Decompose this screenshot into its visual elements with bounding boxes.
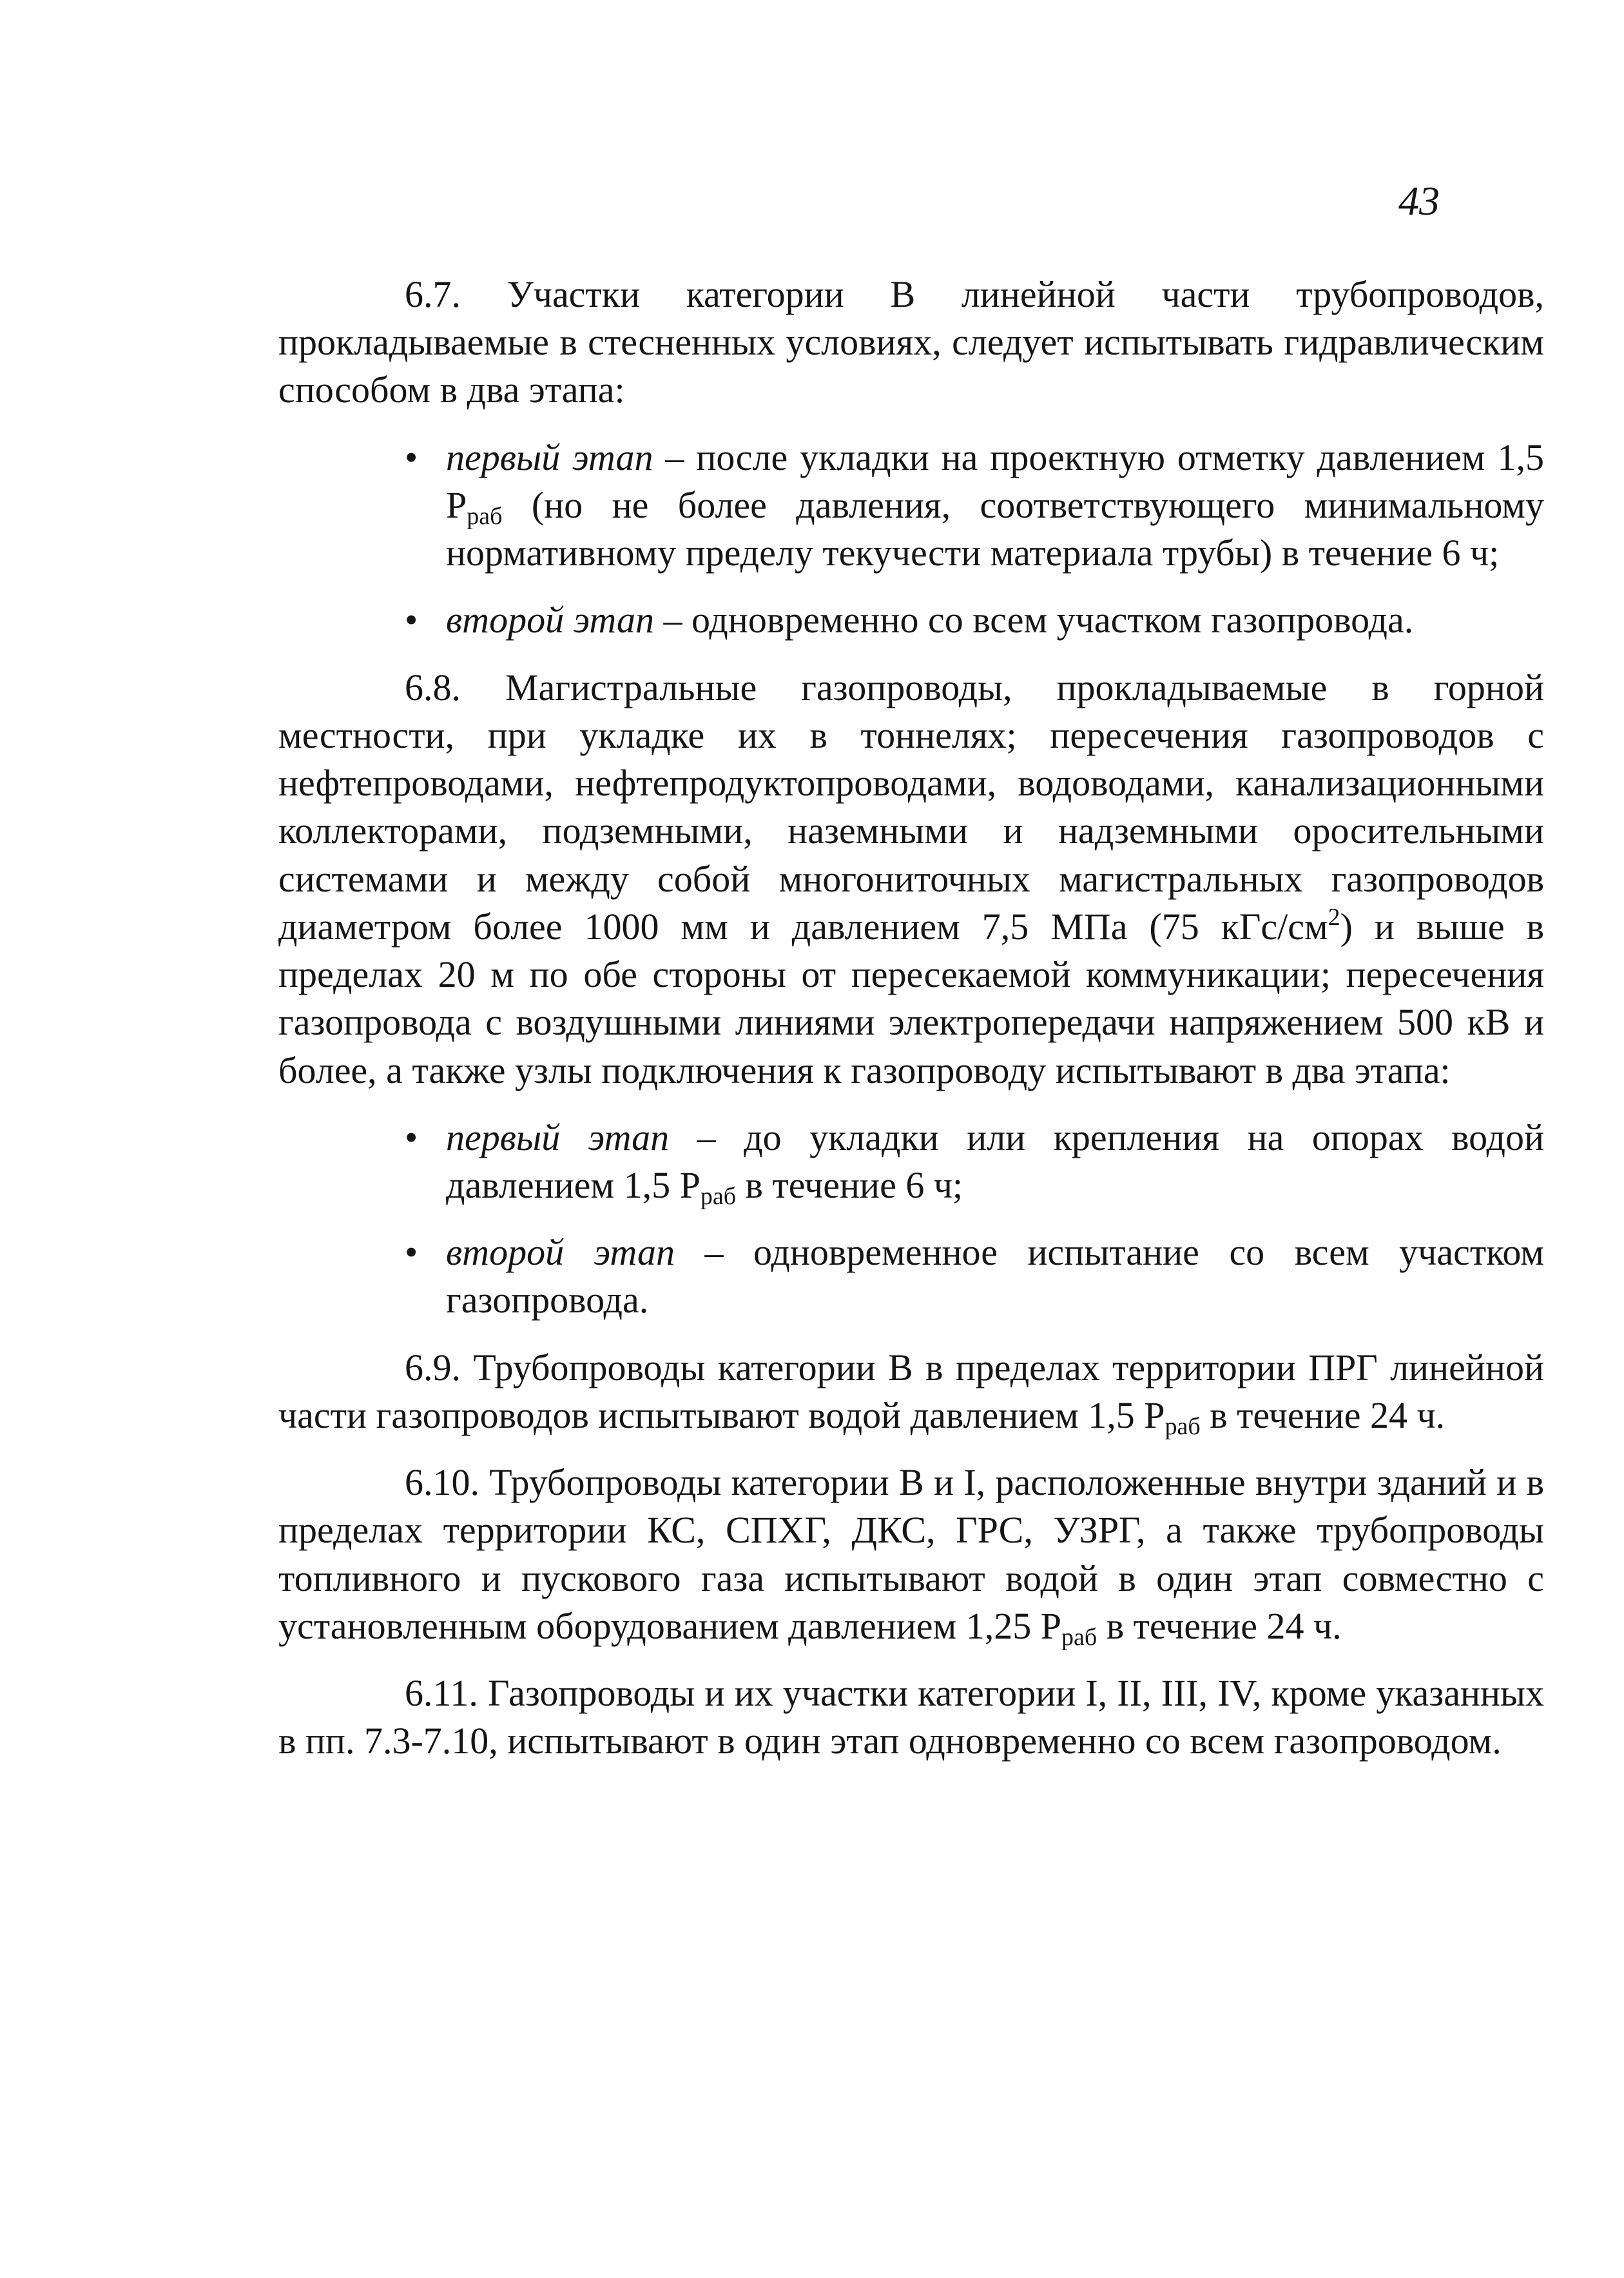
paragraph-6-8 [278,664,1544,1095]
paragraph-6-11-text: 6.11. Газопроводы и их участки категории I, II, III, IV, кроме указанных в пп. 7.3-7.10, испытывают в один этап одновременно со всем газопроводом. [278,1672,1544,1762]
paragraph-6-10-text: 6.10. Трубопроводы категории В и I, расположенные внутри зданий и в пределах территории КС, СПХГ, ДКС, ГРС, УЗРГ, а также трубопроводы топливного и пускового газа испытывают водой в один этап совместно с установленным оборудованием давлением 1,25 P [278,1461,1544,1647]
list-item [278,596,1544,644]
paragraph-6-11 [278,1670,1544,1765]
paragraph-6-10 [278,1459,1544,1650]
paragraph-6-9 [278,1344,1544,1439]
bullet-icon: • [405,436,418,478]
stage-text-continued: (но не более давления, соответствующего минимальному нормативному пределу текучести материала трубы) в течение 6 ч; [446,483,1544,574]
paragraph-6-9-text: 6.9. Трубопроводы категории В в пределах территории ПРГ линейной части газопроводов испытывают водой давлением 1,5 P [278,1346,1544,1436]
paragraph-6-10-text-continued: в течение 24 ч. [1097,1604,1342,1647]
paragraph-6-8-list [278,1114,1544,1325]
subscript-rab: раб [700,1182,737,1210]
paragraph-6-9-text-continued: в течение 24 ч. [1200,1394,1445,1436]
bullet-icon: • [405,1231,418,1274]
superscript-2: 2 [1328,903,1340,931]
page-number: 43 [1398,178,1440,224]
paragraph-6-8-text-continued: ) и выше в пределах 20 м по обе стороны от пересекаемой коммуникации; пересечения газопровода с воздушными линиями электропередачи напряжением 500 кВ и более, а также узлы подключения к газопроводу испытывают в два этапа: [278,905,1544,1091]
subscript-rab: раб [1165,1412,1201,1440]
stage-text: – одновременно со всем участком газопровода. [653,599,1414,641]
paragraph-6-7-text: 6.7. Участки категории В линейной части трубопроводов, прокладываемые в стесненных условиях, следует испытывать гидравлическим способом в два этапа: [278,273,1544,411]
bullet-icon: • [405,1116,418,1158]
list-item [278,1114,1544,1209]
stage-term: первый этап [446,436,653,478]
paragraph-6-7-list [278,434,1544,645]
stage-text: – до укладки или крепления на опорах водой давлением 1,5 P [446,1116,1544,1206]
stage-text: – после укладки на проектную отметку давлением 1,5 P [446,436,1544,526]
list-item [278,1229,1544,1324]
subscript-rab: раб [467,502,503,530]
stage-term: первый этап [446,1116,670,1158]
stage-term: второй этап [446,1231,675,1274]
page-content [278,271,1544,1766]
stage-text: – одновременное испытание со всем участком газопровода. [446,1231,1544,1321]
stage-term: второй этап [446,599,654,641]
subscript-rab: раб [1061,1623,1097,1651]
stage-text-continued: в течение 6 ч; [736,1163,963,1206]
paragraph-6-8-text: 6.8. Магистральные газопроводы, прокладываемые в горной местности, при укладке их в тоннелях; пересечения газопроводов с нефтепроводами, нефтепродуктопроводами, водоводами, канализационными коллекторами, подземными, наземными и надземными оросительными системами и между собой многониточных магистральных газопроводов диаметром более 1000 мм и давлением 7,5 МПа (75 кГс/см [278,666,1544,948]
bullet-icon: • [405,599,418,641]
paragraph-6-7 [278,271,1544,414]
list-item [278,434,1544,578]
